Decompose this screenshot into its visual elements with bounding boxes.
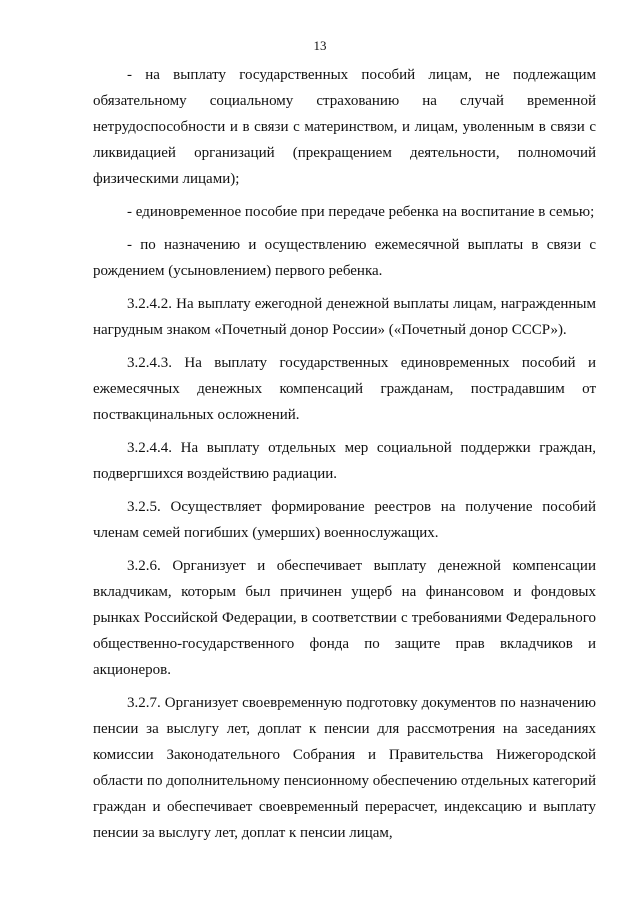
paragraph-3-2-7: 3.2.7. Организует своевременную подготовку документов по назначению пенсии за выслугу лет, доплат к пенсии для рассмотрения на заседаниях комиссии Законодательного Собрания и Правительства Нижегородской области по дополнительному пенсионному обеспечению отдельных категорий граждан и обеспечивает своевременный перерасчет, индексацию и выплату пенсии за выслугу лет, доплат к пенсии лицам,	[93, 695, 596, 841]
paragraph-first-child-payment: - по назначению и осуществлению ежемесячной выплаты в связи с рождением (усыновлением) первого ребенка.	[93, 237, 596, 279]
paragraph-unemployed-benefits: - на выплату государственных пособий лицам, не подлежащим обязательному социальному страхованию на случай временной нетрудоспособности и в связи с материнством, и лицам, уволенным в связи с ликвидацией организаций (прекращением деятельности, полномочий физическими лицами);	[93, 67, 596, 187]
paragraph-3-2-6: 3.2.6. Организует и обеспечивает выплату денежной компенсации вкладчикам, которым был причинен ущерб на финансовом и фондовых рынках Российской Федерации, в соответствии с требованиями Федерального общественно-государственного фонда по защите прав вкладчиков и акционеров.	[93, 558, 596, 678]
paragraph-3-2-4-4: 3.2.4.4. На выплату отдельных мер социальной поддержки граждан, подвергшихся воздействию радиации.	[93, 440, 596, 482]
document-body	[93, 62, 596, 853]
paragraph-3-2-4-3: 3.2.4.3. На выплату государственных единовременных пособий и ежемесячных денежных компенсаций гражданам, пострадавшим от поствакцинальных осложнений.	[93, 355, 596, 423]
page-number: 13	[313, 38, 327, 53]
paragraph-3-2-5: 3.2.5. Осуществляет формирование реестров на получение пособий членам семей погибших (умерших) военнослужащих.	[93, 499, 596, 541]
paragraph-foster-care-allowance: - единовременное пособие при передаче ребенка на воспитание в семью;	[127, 204, 595, 220]
paragraph-3-2-4-2: 3.2.4.2. На выплату ежегодной денежной выплаты лицам, награжденным нагрудным знаком «Почетный донор России» («Почетный донор СССР»).	[93, 296, 596, 338]
